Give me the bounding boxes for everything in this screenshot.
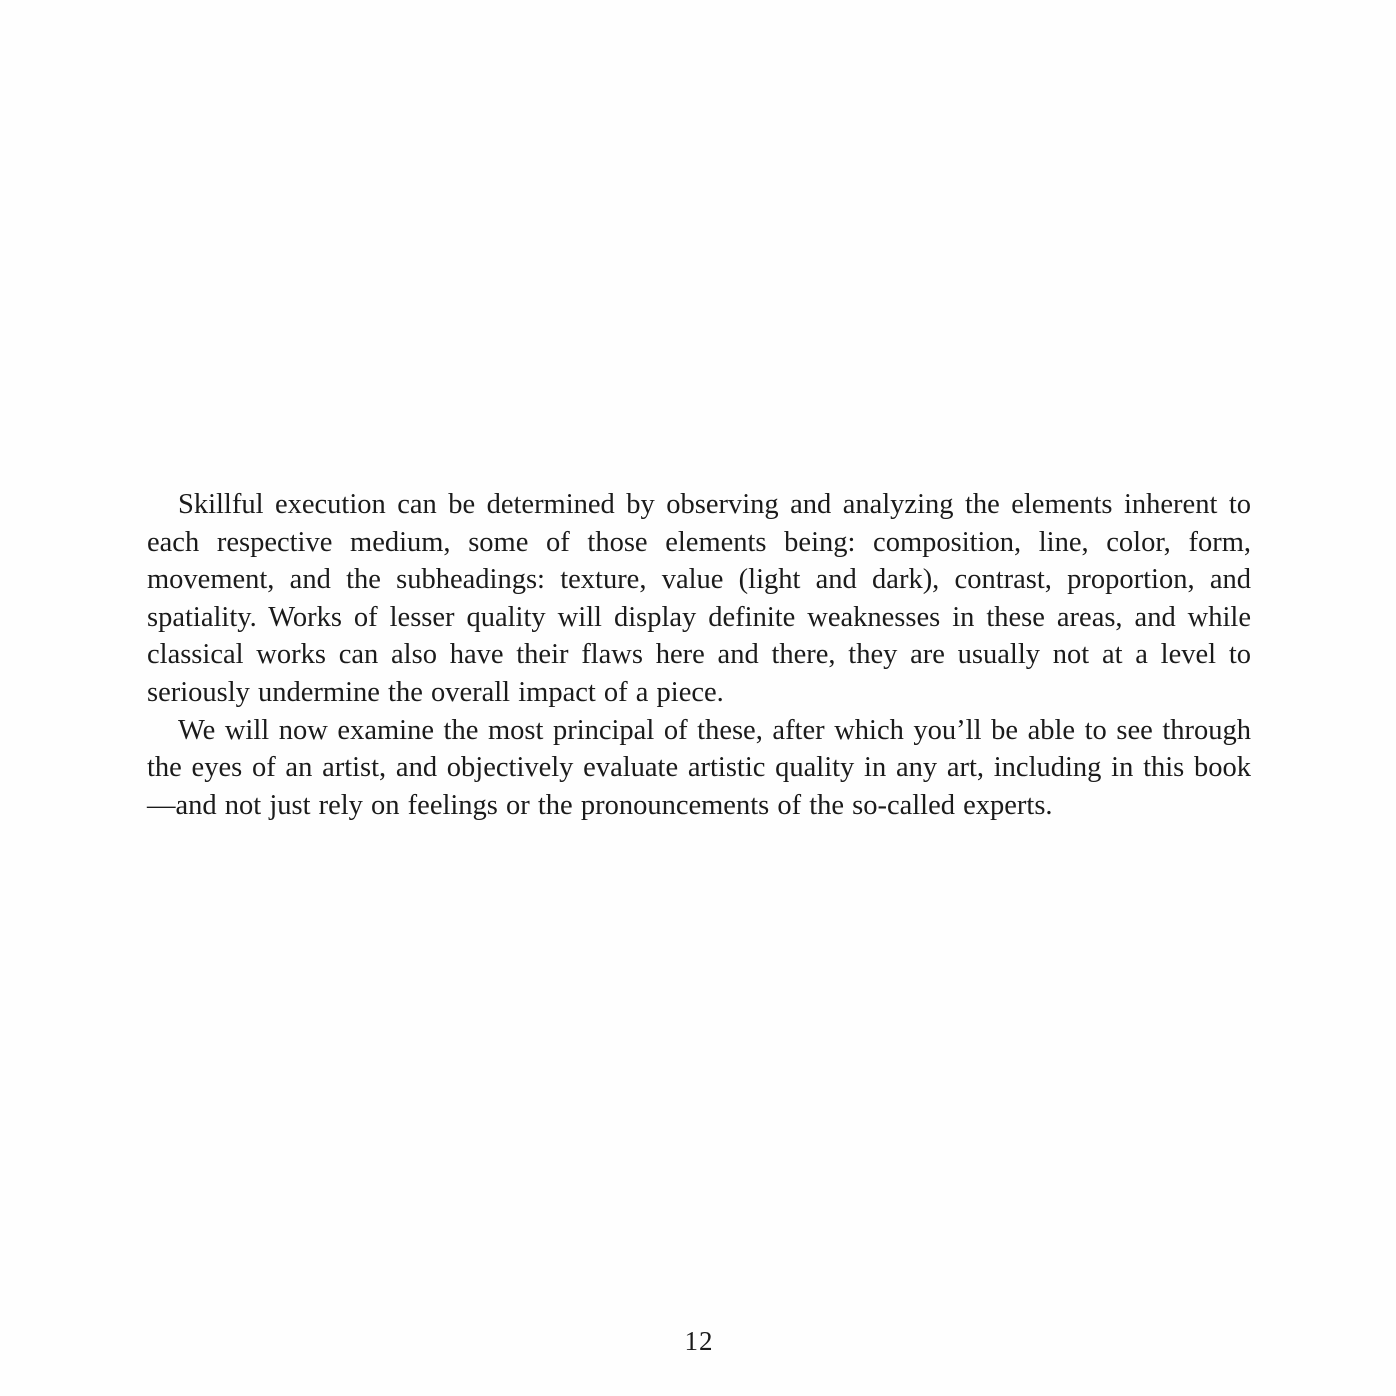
paragraph: Skillful execution can be determined by observing and analyzing the elements inherent to each respective medium, some of those elements being: composition, line, color, form, movement, and the subheadings: texture, value (light and dark), contrast, proportion, and spatiality. Works of lesser quality will display definite weaknesses in these areas, and while classical works can also have their flaws here and there, they are usually not at a level to seriously undermine the overall impact of a piece. — [147, 489, 1251, 708]
paragraph: We will now examine the most principal of these, after which you’ll be able to see through the eyes of an artist, and objectively evaluate artistic quality in any art, including in this book—and not just rely on feelings or the pronouncements of the so-called experts. — [147, 714, 1251, 821]
page-number: 12 — [684, 1326, 714, 1356]
body-text-block — [147, 486, 1251, 824]
